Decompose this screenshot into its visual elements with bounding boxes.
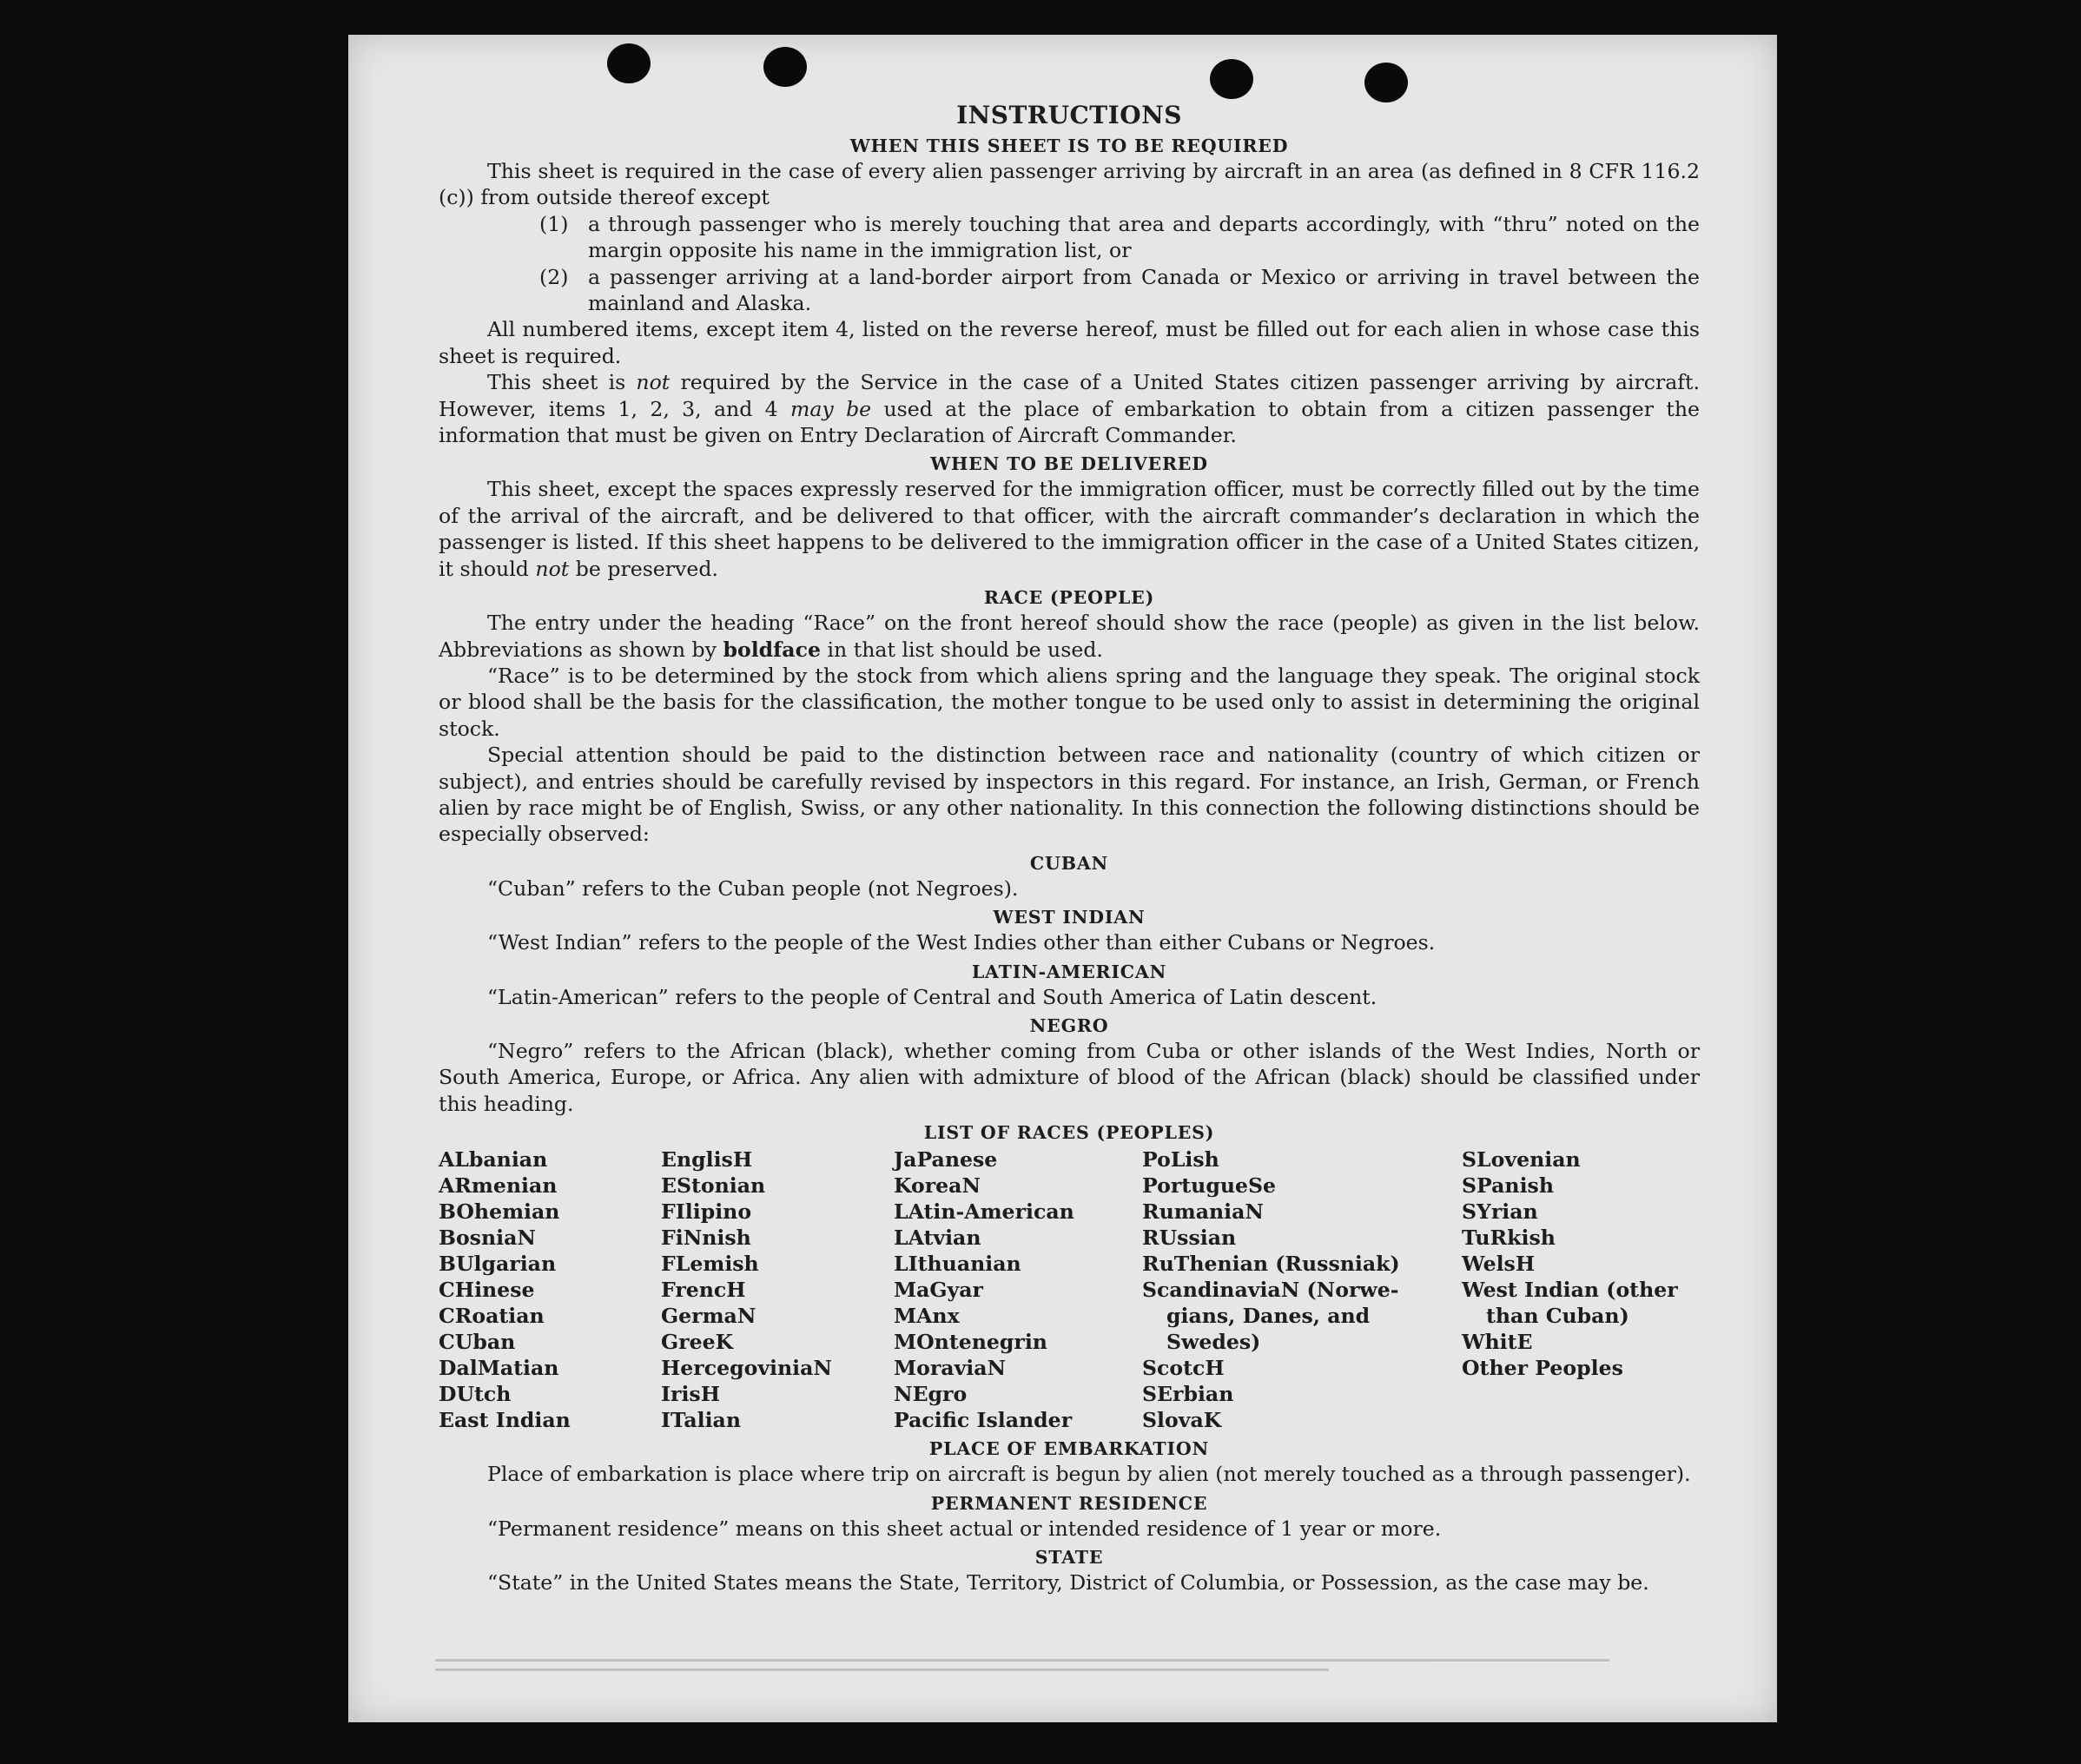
race-entry: EnglisH	[661, 1147, 753, 1173]
race-entry: BosniaN	[439, 1226, 536, 1251]
item-number: (1)	[539, 211, 569, 236]
race-entry: MAnx	[894, 1304, 960, 1329]
paragraph: “Cuban” refers to the Cuban people (not Negroes).	[487, 875, 1019, 901]
race-entry: IrisH	[661, 1382, 721, 1407]
race-entry: FLemish	[661, 1252, 759, 1277]
paragraph: “Permanent residence” means on this sheet actual or intended residence of 1 year or more.	[487, 1516, 1442, 1541]
item-text: a passenger arriving at a land-border airport from Canada or Mexico or arriving in travel between the mainland and Alaska.	[588, 264, 1700, 316]
paragraph: This sheet is not required by the Service in the case of a United States citizen passenger arriving by aircraft. However, items 1, 2, 3, and 4 may be used at the place of embarkation to obtain from a citizen passenger the information that must be given on Entry Declaration of Aircraft Commander.	[439, 370, 1701, 448]
race-entry: ScotcH	[1142, 1356, 1225, 1381]
race-entry: WhitE	[1462, 1330, 1533, 1355]
race-entry: MoraviaN	[894, 1356, 1007, 1381]
race-entry: gians, Danes, and	[1166, 1304, 1371, 1329]
item-number: (2)	[539, 264, 569, 289]
section-heading: PERMANENT RESIDENCE	[930, 1492, 1208, 1514]
paragraph: All numbered items, except item 4, listed on the reverse hereof, must be filled out for each alien in whose case this sheet is required.	[439, 317, 1700, 368]
race-entry: SlovaK	[1142, 1408, 1222, 1433]
race-entry: PoLish	[1142, 1147, 1219, 1173]
section-heading: CUBAN	[1029, 852, 1109, 874]
race-entry: JaPanese	[894, 1147, 998, 1173]
punch-hole	[607, 43, 651, 83]
race-column	[1462, 1146, 1700, 1433]
race-column	[661, 1146, 894, 1433]
section-heading: LATIN-AMERICAN	[971, 961, 1167, 982]
punch-hole	[1210, 59, 1253, 99]
race-entry: HercegoviniaN	[661, 1356, 832, 1381]
race-entry: SErbian	[1142, 1382, 1234, 1407]
paragraph: Place of embarkation is place where trip on aircraft is begun by alien (not merely touched as a through passenger).	[487, 1462, 1691, 1487]
race-entry: RuThenian (Russniak)	[1142, 1252, 1400, 1277]
section-heading: WHEN TO BE DELIVERED	[930, 453, 1208, 475]
race-entry: LIthuanian	[894, 1252, 1021, 1277]
race-entry: DalMatian	[439, 1356, 559, 1381]
race-entry: SPanish	[1462, 1173, 1554, 1199]
race-entry: CUban	[439, 1330, 516, 1355]
paragraph: This sheet is required in the case of every alien passenger arriving by aircraft in an area (as defined in 8 CFR 116.2 (c)) from outside thereof except	[439, 159, 1700, 210]
race-entry: West Indian (other	[1462, 1278, 1678, 1303]
item-text: a through passenger who is merely touching that area and departs accordingly, with “thru” noted on the margin opposite his name in the immigration list, or	[588, 211, 1700, 263]
page-title: INSTRUCTIONS	[956, 101, 1182, 129]
race-entry: NEgro	[894, 1382, 968, 1407]
race-entry: ScandinaviaN (Norwe-	[1142, 1278, 1399, 1303]
race-entry: Pacific Islander	[894, 1408, 1073, 1433]
paragraph: The entry under the heading “Race” on the front hereof should show the race (people) as given in the list below. Abbreviations as shown by boldface in that list should be used.	[439, 611, 1700, 662]
section-heading: WEST INDIAN	[993, 907, 1146, 928]
paragraph: “State” in the United States means the State, Territory, District of Columbia, or Possession, as the case may be.	[487, 1570, 1649, 1595]
race-entry: MOntenegrin	[894, 1330, 1047, 1355]
race-list	[439, 1146, 1700, 1433]
section-heading: RACE (PEOPLE)	[983, 587, 1155, 609]
paragraph: “Negro” refers to the African (black), whether coming from Cuba or other islands of the West Indies, North or South America, Europe, or Africa. Any alien with admixture of blood of the African (black) should be classified under this heading.	[439, 1038, 1700, 1116]
race-entry: FrencH	[661, 1278, 746, 1303]
race-entry: EStonian	[661, 1173, 766, 1199]
race-entry: LAtvian	[894, 1226, 981, 1251]
race-column	[439, 1146, 661, 1433]
race-entry: SLovenian	[1462, 1147, 1581, 1173]
race-entry: GreeK	[661, 1330, 734, 1355]
race-entry: RumaniaN	[1142, 1199, 1264, 1225]
race-entry: SYrian	[1462, 1199, 1538, 1225]
section-heading: PLACE OF EMBARKATION	[928, 1438, 1210, 1460]
section-heading: NEGRO	[1029, 1014, 1109, 1036]
section-heading: LIST OF RACES (PEOPLES)	[923, 1122, 1215, 1144]
race-entry: ARmenian	[439, 1173, 558, 1199]
race-entry: BOhemian	[439, 1199, 560, 1225]
section-heading: STATE	[1034, 1547, 1104, 1568]
race-entry: GermaN	[661, 1304, 756, 1329]
paragraph: “Race” is to be determined by the stock from which aliens spring and the language they speak. The original stock or blood shall be the basis for the classification, the mother tongue to be used only to assist in determining the original stock.	[439, 663, 1700, 741]
paragraph: Special attention should be paid to the distinction between race and nationality (country of which citizen or subject), and entries should be carefully revised by inspectors in this regard. For instance, an Irish, German, or French alien by race might be of English, Swiss, or any other nationality. In this connection the following distinctions should be especially observed:	[439, 743, 1700, 847]
race-entry: CHinese	[439, 1278, 535, 1303]
paragraph: This sheet, except the spaces expressly reserved for the immigration officer, must be correctly filled out by the time of the arrival of the aircraft, and be delivered to that officer, with the aircraft commander’s declaration in which the passenger is listed. If this sheet happens to be delivered to the immigration officer in the case of a United States citizen, it should not be preserved.	[439, 477, 1700, 581]
race-entry: East Indian	[439, 1408, 571, 1433]
race-entry: ALbanian	[439, 1147, 548, 1173]
race-entry: TuRkish	[1462, 1226, 1556, 1251]
list-item	[539, 264, 1700, 317]
race-entry: FiNnish	[661, 1226, 751, 1251]
paragraph: “West Indian” refers to the people of the West Indies other than either Cubans or Negroes.	[487, 930, 1436, 955]
race-entry: WelsH	[1462, 1252, 1536, 1277]
race-entry: LAtin-American	[894, 1199, 1074, 1225]
race-entry: RUssian	[1142, 1226, 1237, 1251]
race-entry: KoreaN	[894, 1173, 981, 1199]
race-entry: ITalian	[661, 1408, 741, 1433]
punch-hole	[763, 47, 807, 87]
race-entry: PortugueSe	[1142, 1173, 1277, 1199]
section-heading: WHEN THIS SHEET IS TO BE REQUIRED	[849, 135, 1289, 156]
document-page	[348, 35, 1777, 1722]
race-entry: Other Peoples	[1462, 1356, 1623, 1381]
instructions-text	[439, 101, 1700, 1596]
race-entry: MaGyar	[894, 1278, 983, 1303]
list-item	[539, 211, 1700, 264]
paragraph: “Latin-American” refers to the people of Central and South America of Latin descent.	[487, 984, 1377, 1009]
race-column	[1142, 1146, 1462, 1433]
race-entry: FIlipino	[661, 1199, 752, 1225]
race-entry: than Cuban)	[1486, 1304, 1629, 1329]
race-entry: Swedes)	[1166, 1330, 1261, 1355]
race-entry: BUlgarian	[439, 1252, 557, 1277]
race-column	[894, 1146, 1142, 1433]
race-entry: DUtch	[439, 1382, 512, 1407]
race-entry: CRoatian	[439, 1304, 545, 1329]
bleed-through-footer	[435, 1652, 1712, 1687]
punch-hole	[1364, 63, 1408, 102]
